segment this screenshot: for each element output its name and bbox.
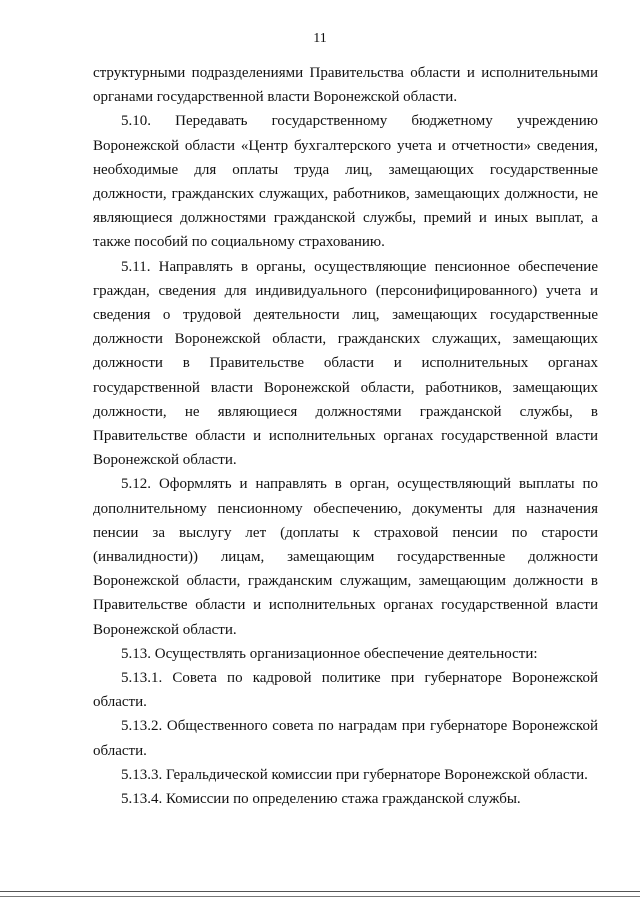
paragraph-continuation: структурными подразделениями Правительства области и исполнительными органами государственной власти Воронежской области. <box>93 65 598 106</box>
paragraph-5-13-2: 5.13.2. Общественного совета по наградам при губернаторе Воронежской области. <box>93 718 598 759</box>
paragraph-5-12: 5.12. Оформлять и направлять в орган, осуществляющий выплаты по дополнительному пенсионному обеспечению, документы для назначения пенсии за выслугу лет (доплаты к страховой пенсии по старости (инвалидности)) лицам, замещающим государственные должности Воронежской области, гражданским служащим, замещающим должности в Правительстве области и исполнительных органах государственной власти Воронежской области. <box>93 476 598 638</box>
paragraph-5-13: 5.13. Осуществлять организационное обеспечение деятельности: <box>121 645 538 662</box>
page-bottom-rule <box>0 891 640 892</box>
paragraph-5-13-1: 5.13.1. Совета по кадровой политике при губернаторе Воронежской области. <box>93 670 598 711</box>
paragraph-5-13-3: 5.13.3. Геральдической комиссии при губернаторе Воронежской области. <box>121 766 588 783</box>
page-bottom-rule-secondary <box>0 896 640 897</box>
document-body <box>93 61 598 811</box>
paragraph-5-13-4: 5.13.4. Комиссии по определению стажа гражданской службы. <box>121 791 521 808</box>
page-number: 11 <box>313 31 327 46</box>
paragraph-5-10: 5.10. Передавать государственному бюджетному учреждению Воронежской области «Центр бухгалтерского учета и отчетности» сведения, необходимые для оплаты труда лиц, замещающих государственные должности, гражданских служащих, работников, замещающих должности, не являющиеся должностями гражданской службы, премий и иных выплат, а также пособий по социальному страхованию. <box>93 113 598 251</box>
paragraph-5-11: 5.11. Направлять в органы, осуществляющие пенсионное обеспечение граждан, сведения для индивидуального (персонифицированного) учета и сведения о трудовой деятельности лиц, замещающих государственные должности Воронежской области, гражданских служащих, замещающих должности в Правительстве области и исполнительных органах государственной власти Воронежской области, работников, замещающих должности, не являющиеся должностями гражданской службы, в Правительстве области и исполнительных органах государственной власти Воронежской области. <box>93 258 598 469</box>
